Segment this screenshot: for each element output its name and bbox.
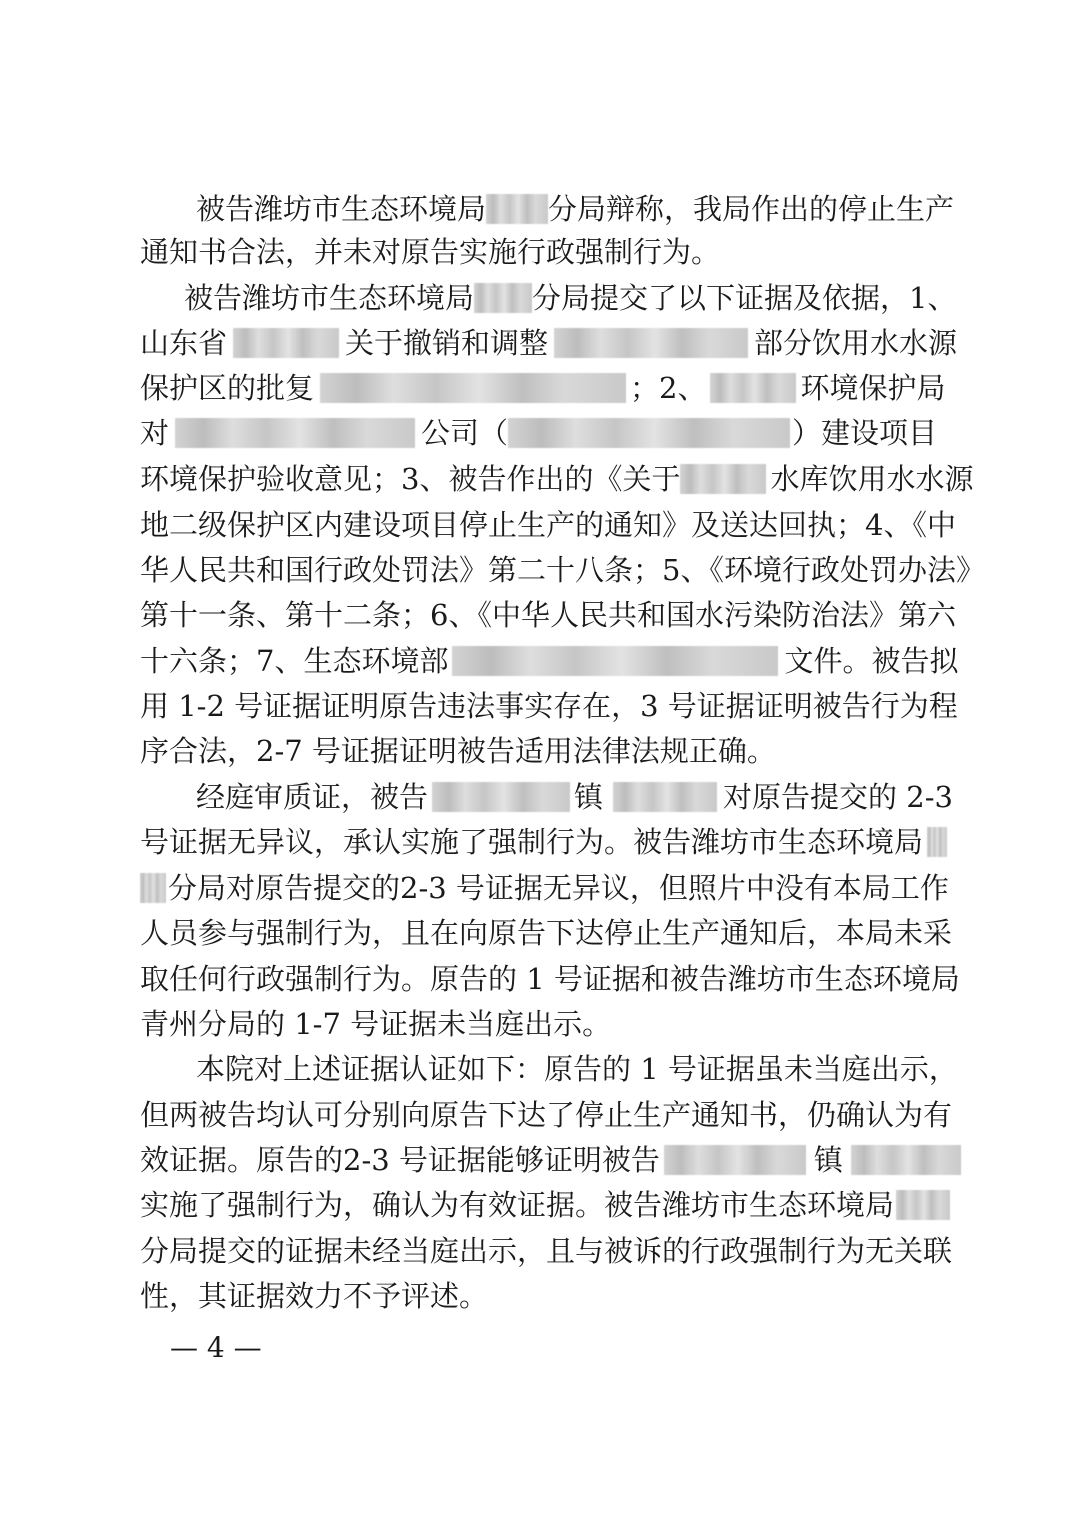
text-line: 通知书合法，并未对原告实施行政强制行为。 [140, 235, 721, 269]
text-line [140, 456, 974, 502]
text-segment: 被告潍坊市生态环境局 [196, 192, 487, 226]
text-line [140, 1137, 940, 1183]
text-line [140, 1182, 940, 1228]
text-segment: 分局对原告提交的2-3 号证据无异议，但照片中没有本局工作 [168, 871, 949, 905]
redaction-block [233, 328, 339, 358]
text-segment: ；2、 [630, 371, 707, 405]
text-segment: 关于撤销和调整 [345, 326, 549, 360]
text-segment: 分局提交了以下证据及依据，1、 [532, 281, 957, 315]
redaction-block [432, 782, 570, 812]
text-segment: 号证据无异议，承认实施了强制行为。被告潍坊市生态环境局 [140, 825, 924, 859]
text-line [140, 320, 958, 366]
text-segment: 山东省 [140, 326, 228, 360]
redaction-block [452, 646, 778, 676]
text-line: 取任何行政强制行为。原告的 1 号证据和被告潍坊市生态环境局 [140, 962, 960, 996]
text-segment: 公司（ [421, 416, 509, 450]
redaction-block [508, 418, 790, 448]
text-segment: 环境保护局 [800, 371, 946, 405]
redaction-block [613, 782, 717, 812]
text-segment: 镇 [574, 780, 604, 814]
text-line: 华人民共和国行政处罚法》第二十八条；5、《环境行政处罚办法》 [140, 553, 985, 587]
redaction-block [851, 1145, 961, 1175]
text-segment: 部分饮用水水源 [754, 326, 958, 360]
text-line [140, 365, 946, 411]
redaction-block [486, 194, 548, 224]
text-segment: 十六条；7、生态环境部 [140, 644, 449, 678]
text-segment: ）建设项目 [792, 416, 938, 450]
text-line [196, 774, 953, 820]
redaction-block [175, 418, 415, 448]
text-line: 第十一条、第十二条；6、《中华人民共和国水污染防治法》第六 [140, 598, 956, 632]
text-line [140, 819, 940, 865]
text-line: 本院对上述证据认证如下：原告的 1 号证据虽未当庭出示， [196, 1052, 958, 1086]
text-line: 青州分局的 1-7 号证据未当庭出示。 [140, 1007, 612, 1041]
text-line [140, 638, 959, 684]
text-segment: 保护区的批复 [140, 371, 315, 405]
redaction-block [474, 283, 532, 313]
text-line: 序合法，2-7 号证据证明被告适用法律法规正确。 [140, 734, 776, 768]
redaction-block [896, 1190, 950, 1220]
redaction-block [710, 373, 796, 403]
text-segment: 经庭审质证，被告 [196, 780, 429, 814]
redaction-block [554, 328, 748, 358]
text-segment: 效证据。原告的2-3 号证据能够证明被告 [140, 1143, 660, 1177]
text-line: 地二级保护区内建设项目停止生产的通知》及送达回执；4、《中 [140, 508, 956, 542]
text-segment: 对 [140, 416, 170, 450]
text-line: 性，其证据效力不予评述。 [140, 1279, 489, 1313]
text-line [184, 275, 957, 321]
text-line: 用 1-2 号证据证明原告违法事实存在，3 号证据证明被告行为程 [140, 689, 958, 723]
redaction-block [664, 1145, 806, 1175]
text-line [196, 186, 955, 232]
page-number: — 4 — [170, 1331, 262, 1364]
text-segment: 环境保护验收意见；3、被告作出的《关于 [140, 462, 681, 496]
text-segment: 实施了强制行为，确认为有效证据。被告潍坊市生态环境局 [140, 1188, 895, 1222]
redaction-block [140, 873, 166, 903]
redaction-block [927, 827, 947, 857]
redaction-block [680, 464, 766, 494]
redaction-block [320, 373, 626, 403]
text-segment: 分局辩称，我局作出的停止生产 [548, 192, 955, 226]
text-line: 分局提交的证据未经当庭出示，且与被诉的行政强制行为无关联 [140, 1234, 953, 1268]
text-segment: 被告潍坊市生态环境局 [184, 281, 475, 315]
text-line [140, 865, 949, 911]
text-segment: 文件。被告拟 [784, 644, 959, 678]
text-segment: 水库饮用水水源 [770, 462, 974, 496]
text-segment: 镇 [813, 1143, 843, 1177]
text-line: 人员参与强制行为，且在向原告下达停止生产通知后，本局未采 [140, 916, 953, 950]
text-line: 但两被告均认可分别向原告下达了停止生产通知书，仍确认为有 [140, 1098, 953, 1132]
text-line [140, 410, 940, 456]
text-segment: 对原告提交的 2-3 [723, 780, 953, 814]
